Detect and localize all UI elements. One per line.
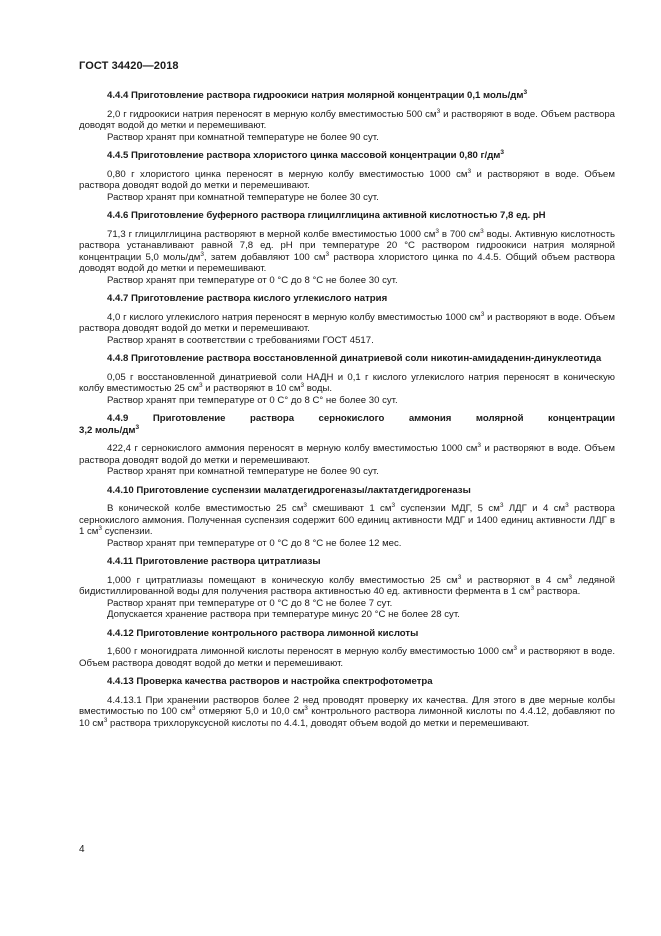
section-heading-4-4-12: 4.4.12 Приготовление контрольного раствора лимонной кислоты [107, 627, 419, 639]
section-heading-4-4-6: 4.4.6 Приготовление буферного раствора глицилглицина активной кислотностью 7,8 ед. pH [107, 210, 546, 221]
section-body-4-4-10 [79, 503, 615, 549]
paragraph: 422,4 г сернокислого аммония переносят в мерную колбу вместимостью 1000 $см^3$ и растворяют в воде. Объем раствора доводят водой до метки и перемешивают. [79, 441, 615, 466]
section-heading-4-4-9 [79, 413, 615, 436]
section-body-4-4-12 [79, 646, 615, 669]
section-body-4-4-11 [79, 575, 615, 621]
paragraph: 71,3 г глицилглицина растворяют в мерной колбе вместимостью 1000 $см^3$ в 700 $см^3$ воды. Активную кислотность раствора устанавливают равной 7,8 ед. pH при температуре 20 °С раствором гидроокиси натрия молярной концентрации 5,0 моль/$дм^3$, затем добавляют 100 $см^3$ раствора хлористого цинка по 4.4.5. Общий объем раствора доводят водой до метки и перемешивают. [79, 227, 615, 274]
section-heading-4-4-5: 4.4.5 Приготовление раствора хлористого цинка массовой концентрации 0,80 $г/дм^3$ [107, 148, 505, 161]
paragraph: 4.4.13.1 При хранении растворов более 2 нед проводят проверку их качества. Для этого в две мерные колбы вместимостью по 100 $см^3$ отмеряют 5,0 и 10,0 $см^3$ контрольного раствора лимонной кислоты по 4.4.12, добавляют по 10 $см^3$ раствора трихлоруксусной кислоты по 4.4.1, доводят объем водой до метки и перемешивают. [79, 694, 615, 729]
storage-note: Допускается хранение раствора при температуре минус 20 °С не более 28 сут. [107, 609, 460, 620]
document-standard-header: ГОСТ 34420—2018 [79, 60, 179, 72]
section-body-4-4-5 [79, 169, 615, 204]
storage-note: Раствор хранят при температуре от 0 °С до 8 °С не более 7 сут. [107, 597, 393, 609]
section-body-4-4-9 [79, 443, 615, 478]
paragraph: 0,05 г восстановленной динатриевой соли НАДН и 0,1 г кислого углекислого натрия переносят в коническую колбу вместимостью 25 $см^3$ и растворяют в 10 $см^3$ воды. [79, 371, 615, 394]
section-body-4-4-4 [79, 109, 615, 144]
section-heading-4-4-8: 4.4.8 Приготовление раствора восстановленной динатриевой соли никотин-амидаденин-динуклеотида [107, 353, 602, 364]
paragraph: 1,000 г цитратлиазы помещают в коническую колбу вместимостью 25 $см^3$ и растворяют в 4 $см^3$ ледяной бидистиллированной воды для получения раствора активностью 40 ед. активности фермента в 1 $см^3$ раствора. [79, 573, 616, 597]
section-body-4-4-7 [79, 312, 615, 347]
paragraph: 4,0 г кислого углекислого натрия переносят в мерную колбу вместимостью 1000 $см^3$ и растворяют в воде. Объем раствора доводят водой до метки и перемешивают. [79, 310, 615, 334]
paragraph: 2,0 г гидроокиси натрия переносят в мерную колбу вместимостью 500 $см^3$ и растворяют в воде. Объем раствора доводят водой до метки и перемешивают. [79, 107, 615, 131]
storage-note: Раствор хранят при температуре от 0 °С до 8 °С не более 12 мес. [107, 537, 402, 549]
page-number: 4 [79, 844, 85, 855]
storage-note: Раствор хранят при комнатной температуре не более 30 сут. [107, 191, 379, 203]
document-body [79, 90, 615, 736]
storage-note: Раствор хранят при температуре от 0 °С до 8 °С не более 30 сут. [107, 274, 398, 286]
section-heading-4-4-10: 4.4.10 Приготовление суспензии малатдегидрогеназы/лактатдегидрогеназы [107, 484, 471, 496]
heading-line: 3,2 моль/$дм^3$ [79, 423, 140, 436]
paragraph: В конической колбе вместимостью 25 $см^3$ смешивают 1 $см^3$ суспензии МДГ, 5 $см^3$ ЛДГ и 4 $см^3$ раствора сернокислого аммония. Полученная суспензия содержит 600 единиц активности МДГ и 1400 единиц активности ЛДГ в 1 $см^3$ суспензии. [79, 501, 615, 537]
storage-note: Раствор хранят при комнатной температуре не более 90 сут. [107, 466, 379, 477]
storage-note: Раствор хранят при температуре от 0 С° до 8 С° не более 30 сут. [107, 394, 398, 406]
section-body-4-4-13 [79, 695, 615, 730]
heading-line: 4.4.9 Приготовление раствора сернокислого аммония молярной концентрации [107, 413, 615, 424]
section-heading-4-4-4: 4.4.4 Приготовление раствора гидроокиси натрия молярной концентрации 0,1 моль/$дм^3$ [107, 88, 528, 101]
section-heading-4-4-11: 4.4.11 Приготовление раствора цитратлиазы [107, 556, 321, 567]
section-heading-4-4-13: 4.4.13 Проверка качества растворов и настройка спектрофотометра [107, 676, 433, 687]
paragraph: 0,80 г хлористого цинка переносят в мерную колбу вместимостью 1000 $см^3$ и растворяют в воде. Объем раствора доводят водой до метки и перемешивают. [79, 167, 615, 191]
section-body-4-4-6 [79, 229, 615, 287]
paragraph: 1,600 г моногидрата лимонной кислоты переносят в мерную колбу вместимостью 1000 $см^3$ и растворяют в воде. Объем раствора доводят водой до метки и перемешивают. [79, 644, 615, 669]
section-body-4-4-8 [79, 372, 615, 407]
storage-note: Раствор хранят при комнатной температуре не более 90 сут. [107, 131, 379, 143]
storage-note: Раствор хранят в соответствии с требованиями ГОСТ 4517. [107, 334, 374, 346]
section-heading-4-4-7: 4.4.7 Приготовление раствора кислого углекислого натрия [107, 293, 388, 304]
